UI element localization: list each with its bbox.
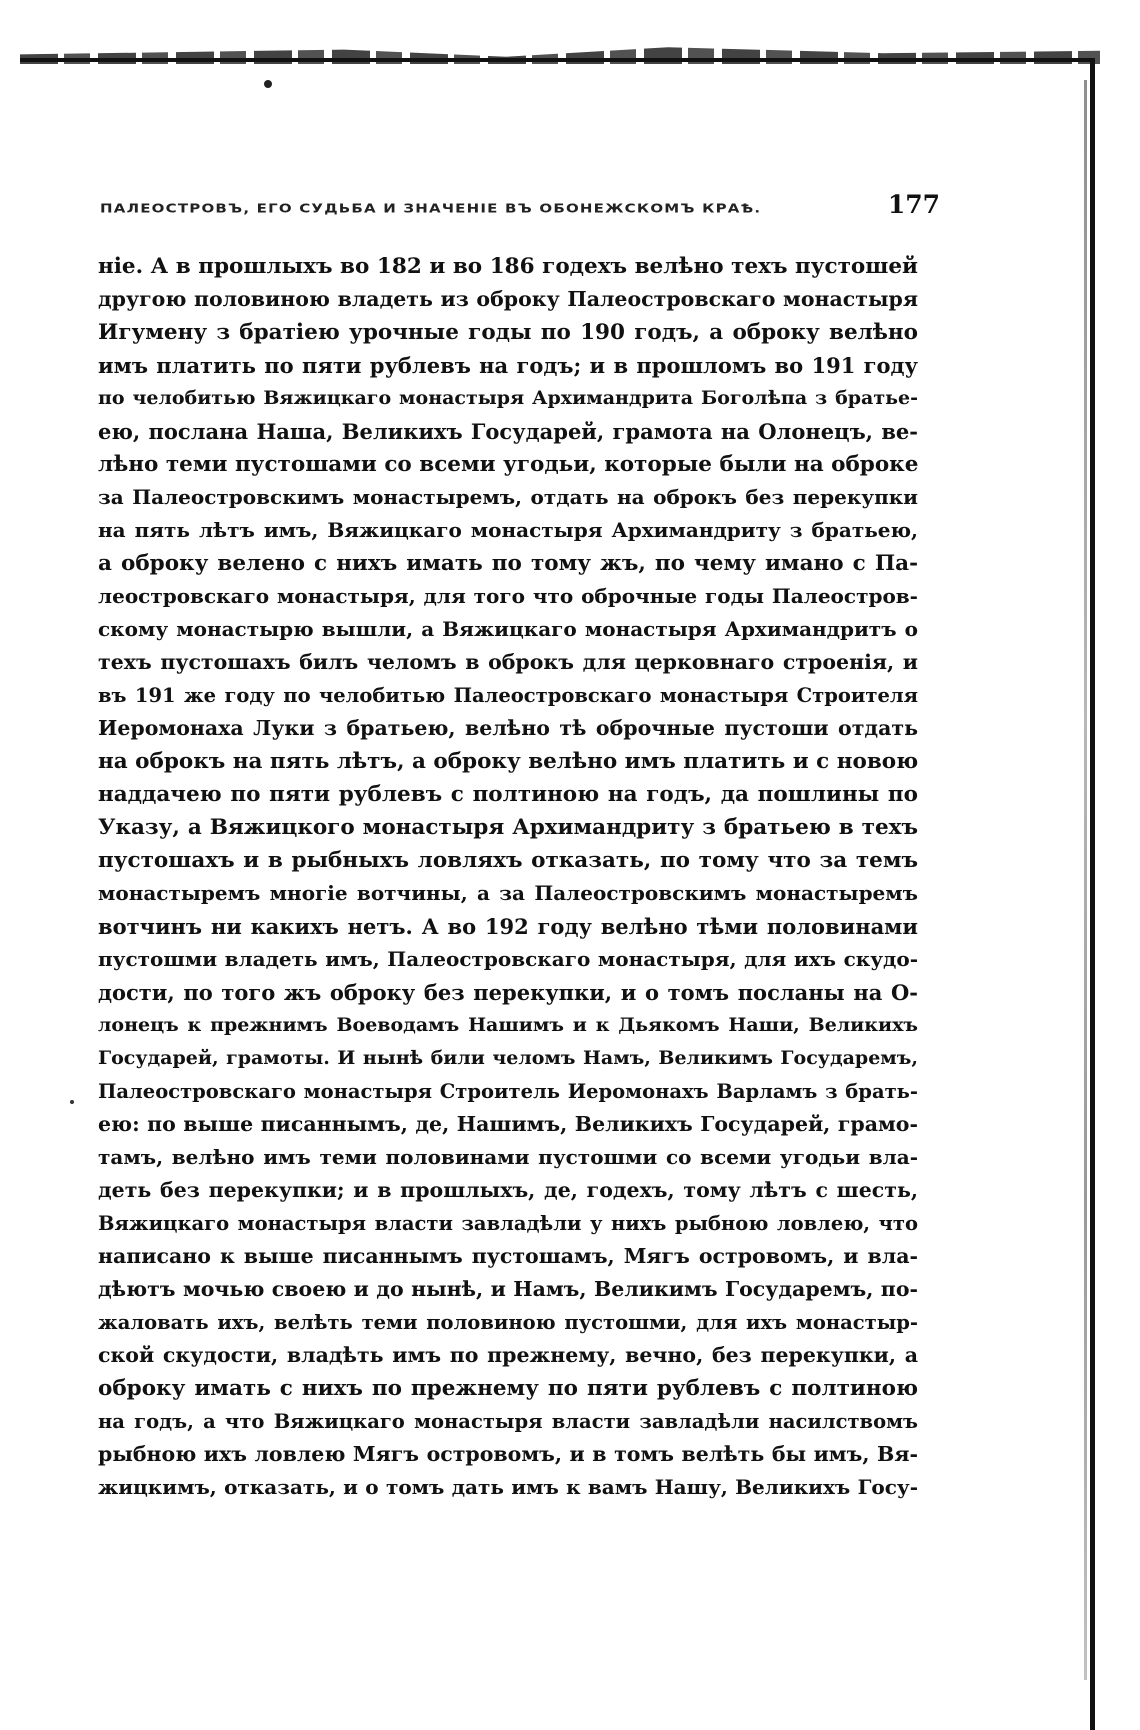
text-line: вотчинъ ни какихъ нетъ. А во 192 году велѣно тѣми половинами	[98, 914, 918, 939]
text-line: дости, по того жъ оброку без перекупки, и о томъ посланы на О-	[98, 980, 918, 1005]
text-line: на годъ, а что Вяжицкаго монастыря власти завладѣли насилствомъ	[98, 1410, 918, 1433]
text-line: деть без перекупки; и в прошлыхъ, де, годехъ, тому лѣтъ с шесть,	[98, 1178, 918, 1202]
scan-speck	[264, 80, 272, 88]
text-line: на оброкъ на пять лѣтъ, а оброку велѣно имъ платить и с новою	[98, 749, 918, 774]
text-line: а оброку велено с нихъ имать по тому жъ, по чему имано с Па-	[98, 551, 918, 576]
text-line: леостровскаго монастыря, для того что оброчные годы Палеостров-	[98, 584, 918, 608]
text-line: жицкимъ, отказать, и о томъ дать имъ к вамъ Нашу, Великихъ Госу-	[98, 1475, 918, 1499]
text-line: ею, послана Наша, Великихъ Государей, грамота на Олонецъ, ве-	[98, 419, 918, 444]
text-line: лѣно теми пустошами со всеми угодьи, которые были на оброке	[98, 452, 918, 477]
text-line: ею: по выше писаннымъ, де, Нашимъ, Великихъ Государей, грамо-	[98, 1112, 918, 1136]
text-line: написано к выше писаннымъ пустошамъ, Мягъ островомъ, и вла-	[98, 1244, 918, 1268]
text-line: техъ пустошахъ билъ челомъ в оброкъ для церковнаго строенія, и	[98, 650, 918, 674]
running-title: ПАЛЕОСТРОВЪ, ЕГО СУДЬБА И ЗНАЧЕНІЕ ВЪ ОБОНЕЖСКОМЪ КРАѢ.	[100, 200, 762, 216]
page-number: 177	[887, 190, 940, 219]
text-line: монастыремъ многіе вотчины, а за Палеостровскимъ монастыремъ	[98, 881, 918, 905]
text-line: Государей, грамоты. И нынѣ били челомъ Намъ, Великимъ Государемъ,	[98, 1047, 918, 1069]
text-line: за Палеостровскимъ монастыремъ, отдать на оброкъ без перекупки	[98, 485, 918, 509]
scan-right-border	[1090, 62, 1095, 1730]
scan-speck	[70, 1100, 74, 1104]
text-line: наддачею по пяти рублевъ с полтиною на годъ, да пошлины по	[98, 782, 918, 807]
text-line: пустошахъ и в рыбныхъ ловляхъ отказать, по тому что за темъ	[98, 848, 918, 873]
text-line: скому монастырю вышли, а Вяжицкаго монастыря Архимандритъ о	[98, 617, 918, 641]
text-line: лонецъ к прежнимъ Воеводамъ Нашимъ и к Дьякомъ Наши, Великихъ	[98, 1014, 918, 1036]
text-line: жаловать ихъ, велѣть теми половиною пустошми, для ихъ монастыр-	[98, 1311, 918, 1334]
running-head	[100, 190, 940, 220]
text-line: Игумену з братіею урочные годы по 190 годъ, а оброку велѣно	[98, 320, 918, 345]
text-line: ніе. А в прошлыхъ во 182 и во 186 годехъ велѣно техъ пустошей	[98, 254, 918, 279]
text-line: имъ платить по пяти рублевъ на годъ; и в прошломъ во 191 году	[98, 353, 918, 378]
body-text	[98, 250, 918, 1504]
text-line: Иеромонаха Луки з братьею, велѣно тѣ оброчные пустоши отдать	[98, 716, 918, 740]
text-line: оброку имать с нихъ по прежнему по пяти рублевъ с полтиною	[98, 1376, 918, 1401]
text-line: ской скудости, владѣть имъ по прежнему, вечно, без перекупки, а	[98, 1343, 918, 1367]
text-line: въ 191 же году по челобитью Палеостровскаго монастыря Строителя	[98, 684, 918, 707]
text-line: Указу, а Вяжицкого монастыря Архимандриту з братьею в техъ	[98, 815, 918, 840]
text-line: рыбною ихъ ловлею Мягъ островомъ, и в томъ велѣть бы имъ, Вя-	[98, 1442, 918, 1466]
text-line: Вяжицкаго монастыря власти завладѣли у нихъ рыбною ловлею, что	[98, 1212, 918, 1235]
scan-right-shadow	[1084, 80, 1087, 1680]
text-line: Палеостровскаго монастыря Строитель Иеромонахъ Варламъ з брать-	[98, 1080, 918, 1103]
text-line: пустошми владеть имъ, Палеостровскаго монастыря, для ихъ скудо-	[98, 947, 918, 971]
text-line: другою половиною владеть из оброку Палеостровскаго монастыря	[98, 287, 918, 311]
text-line: дѣютъ мочью своею и до нынѣ, и Намъ, Великимъ Государемъ, по-	[98, 1277, 918, 1301]
scan-top-border	[20, 58, 1095, 62]
text-line: по челобитью Вяжицкаго монастыря Архимандрита Боголѣпа з братье-	[98, 387, 918, 409]
text-line: тамъ, велѣно имъ теми половинами пустошми со всеми угодьи вла-	[98, 1145, 918, 1169]
text-line: на пять лѣтъ имъ, Вяжицкаго монастыря Архимандриту з братьею,	[98, 518, 918, 542]
